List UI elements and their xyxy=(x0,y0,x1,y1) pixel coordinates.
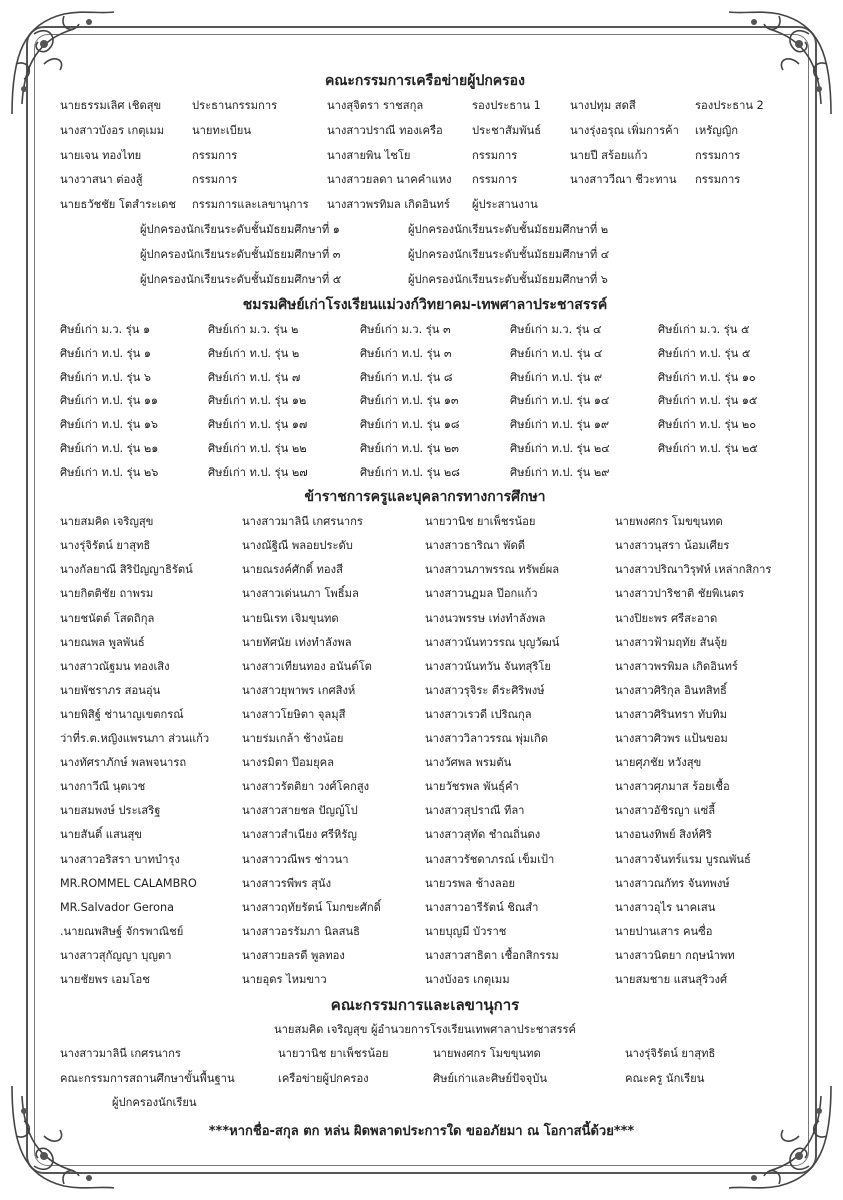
teacher-name: นายนิเรท เจิมขุนทด xyxy=(242,611,339,625)
teacher-name: นางสาววณีพร ช่าวนา xyxy=(242,852,349,866)
secretariat-entry: เครือข่ายผู้ปกครอง xyxy=(278,1071,369,1085)
member-name: นายธรรมเลิศ เชิดสุข xyxy=(60,99,162,112)
teacher-name: นางสาววิลาวรรณ พุ่มเกิด xyxy=(425,732,549,746)
teacher-name: MR.Salvador Gerona xyxy=(60,900,174,914)
teacher-name: นางสาวอัชิรญา แซ่ลี้ xyxy=(615,804,716,818)
parent-level-row xyxy=(60,218,790,243)
teacher-name: นางสาวรุจิระ ตีระศิริพงษ์ xyxy=(425,683,545,697)
teacher-name: นายสมคิด เจริญสุข xyxy=(60,515,154,529)
teacher-name: นายร่มเกล้า ช้างน้อย xyxy=(242,732,344,746)
secretariat-entry: นายวานิช ยาเพ็ชรน้อย xyxy=(278,1047,389,1061)
alumni-class: ศิษย์เก่า ม.ว. รุ่น ๓ xyxy=(360,323,451,337)
alumni-row xyxy=(60,461,790,485)
teacher-name: นายทัศนัย เท่งทำลังพล xyxy=(242,635,352,649)
secretariat-entry: คณะกรรมการสถานศึกษาขั้นพื้นฐาน xyxy=(60,1071,235,1085)
teacher-name: นายสมพงษ์ ประเสริฐ xyxy=(60,804,161,818)
alumni-row xyxy=(60,342,790,366)
alumni-row xyxy=(60,437,790,461)
spacer xyxy=(60,243,140,268)
teacher-row xyxy=(60,534,790,558)
member-name: นายปี สร้อยแก้ว xyxy=(570,148,648,162)
chair-line: นายสมคิด เจริญสุข ผู้อำนวยการโรงเรียนเทพศาลาประชาสรรค์ xyxy=(274,1023,576,1037)
teacher-name: นางสาวศิริกุล อินทสิทธิ์ xyxy=(615,683,727,697)
alumni-class: ศิษย์เก่า ท.ป. รุ่น ๑๖ xyxy=(60,418,159,432)
teacher-name: นางสาวอารีรัตน์ ชิณสำ xyxy=(425,900,539,914)
section-title-alumni: ชมรมศิษย์เก่าโรงเรียนแม่วงก์วิทยาคม-เทพศาลาประชาสรรค์ xyxy=(242,297,608,314)
member-name: นางสาววีณา ชีวะทาน xyxy=(570,173,677,187)
alumni-class: ศิษย์เก่า ท.ป. รุ่น ๙ xyxy=(510,370,603,384)
committee-row xyxy=(60,144,790,169)
teacher-name: นางณัฐิณี พลอยประดับ xyxy=(242,539,353,553)
spacer xyxy=(60,1091,112,1116)
member-role: กรรมการ xyxy=(472,148,518,162)
alumni-class: ศิษย์เก่า ท.ป. รุ่น ๑๔ xyxy=(510,394,610,408)
teacher-name: นางสาวรัชดาภรณ์ เข็มเป้า xyxy=(425,852,555,866)
member-role: กรรมการ xyxy=(192,173,238,187)
alumni-class: ศิษย์เก่า ท.ป. รุ่น ๑๕ xyxy=(658,394,758,408)
alumni-class: ศิษย์เก่า ท.ป. รุ่น ๘ xyxy=(360,370,453,384)
alumni-class: ศิษย์เก่า ท.ป. รุ่น ๕ xyxy=(658,347,751,361)
alumni-class: ศิษย์เก่า ท.ป. รุ่น ๒๓ xyxy=(360,441,459,455)
teacher-name: ว่าที่ร.ต.หญิงแพรนภา ส่วนแก้ว xyxy=(60,732,210,746)
teacher-name: นางบังอร เกตุเมม xyxy=(425,972,510,986)
alumni-class: ศิษย์เก่า ท.ป. รุ่น ๒๘ xyxy=(360,465,460,479)
teacher-name: นางสาวเรวดี เปริณกุล xyxy=(425,707,532,721)
alumni-class: ศิษย์เก่า ท.ป. รุ่น ๖ xyxy=(60,370,151,384)
teacher-name: นางทัศราภักษ์ พลพจนารถ xyxy=(60,756,187,770)
teacher-row xyxy=(60,775,790,799)
member-name: นางรุ่งอรุณ เพิ่มการค้า xyxy=(570,123,679,137)
parent-level: ผู้ปกครองนักเรียนระดับชั้นมัธยมศึกษาที่ ๖ xyxy=(408,272,608,286)
teacher-name: นางปิยะพร ศรีสะอาด xyxy=(615,611,718,625)
member-role: รองประธาน 1 xyxy=(472,99,541,112)
member-name: นางปทุม สดสี xyxy=(570,99,636,112)
member-name: นายธวัชชัย โตสำระเดช xyxy=(60,198,176,212)
alumni-class: ศิษย์เก่า ท.ป. รุ่น ๑๙ xyxy=(510,418,610,432)
spacer xyxy=(60,268,140,293)
alumni-class: ศิษย์เก่า ม.ว. รุ่น ๔ xyxy=(510,323,602,337)
teacher-row xyxy=(60,896,790,920)
apology-note: ***หากชื่อ-สกุล ตก หล่น ผิดพลาดประการใด ขออภัยมา ณ โอกาสนี้ด้วย*** xyxy=(208,1124,635,1139)
teacher-name: นางสาวนฏมล ป๊อกแก้ว xyxy=(425,587,538,601)
parent-level: ผู้ปกครองนักเรียนระดับชั้นมัธยมศึกษาที่ ๕ xyxy=(140,272,342,286)
alumni-class: ศิษย์เก่า ท.ป. รุ่น ๑๒ xyxy=(208,394,307,408)
teacher-name: นางสาวรัตติยา วงศ์โคกสูง xyxy=(242,780,370,794)
secretariat-entry: นางรุ่จิรัตน์ ยาสุทธิ xyxy=(625,1047,716,1061)
teacher-row xyxy=(60,582,790,606)
teacher-name: นายพิสิฐ์ ช่านาญเขตกรณ์ xyxy=(60,707,184,721)
member-role: กรรมการ xyxy=(695,173,741,187)
teacher-name: นางสาวยลรดี พูลทอง xyxy=(242,948,345,962)
teacher-name: นางสาวฟ้ามฤทัย สันจุ้ย xyxy=(615,635,728,649)
section-title-parent-network: คณะกรรมการเครือข่ายผู้ปกครอง xyxy=(325,73,525,89)
teacher-name: นางสาวสาธิตา เชื้อกสิกรรม xyxy=(425,948,559,962)
member-role: ประชาสัมพันธ์ xyxy=(472,123,542,137)
member-name: นางสาวพรทิมล เกิดอินทร์ xyxy=(327,198,450,212)
member-role: ประธานกรรมการ xyxy=(192,99,278,112)
teacher-name: นางสาวนิตยา กฤษนำพท xyxy=(615,948,735,962)
secretariat-entry: ผู้ปกครองนักเรียน xyxy=(112,1096,197,1110)
teacher-name: นางรมิตา ป๊อมยุคล xyxy=(242,756,334,770)
committee-row xyxy=(60,168,790,193)
teacher-name: นายปานเสาร คนซื่อ xyxy=(615,924,713,938)
teacher-name: นางสาวศิรินทรา ทับทิม xyxy=(615,707,727,721)
teacher-row xyxy=(60,799,790,823)
alumni-row xyxy=(60,413,790,437)
teacher-name: นางสาวฤทัยรัตน์ โมกขะศักดิ์ xyxy=(242,900,381,914)
teacher-name: นางสาวอรรัมภา นิลสนธิ xyxy=(242,924,360,938)
alumni-row xyxy=(60,318,790,342)
secretariat-row xyxy=(60,1091,790,1116)
alumni-class: ศิษย์เก่า ท.ป. รุ่น ๒๙ xyxy=(510,465,610,479)
teacher-name: นางสาวเด่นนภา โพธิ์มล xyxy=(242,587,359,601)
alumni-class: ศิษย์เก่า ท.ป. รุ่น ๒๗ xyxy=(208,465,308,479)
teacher-list xyxy=(60,510,790,992)
member-name: นางสาวปราณี ทองเครือ xyxy=(327,123,443,137)
teacher-name: นางนวพรรษ เท่งทำลังพล xyxy=(425,611,546,625)
teacher-row xyxy=(60,872,790,896)
alumni-class: ศิษย์เก่า ท.ป. รุ่น ๒๐ xyxy=(658,418,757,432)
member-role: รองประธาน 2 xyxy=(695,99,764,112)
alumni-class: ศิษย์เก่า ท.ป. รุ่น ๒๒ xyxy=(208,441,307,455)
spacer xyxy=(60,218,140,243)
teacher-name: นางสาวจันทร์แรม บูรณพันธ์ xyxy=(615,852,751,866)
teacher-name: นางสาวปริณาวิรุฬห์ เหล่ากสิการ xyxy=(615,563,772,577)
member-role: กรรมการ xyxy=(695,148,741,162)
alumni-class: ศิษย์เก่า ท.ป. รุ่น ๑๓ xyxy=(360,394,459,408)
parent-level: ผู้ปกครองนักเรียนระดับชั้นมัธยมศึกษาที่ ๔ xyxy=(408,247,610,261)
teacher-name: นางวัศพล พรมตัน xyxy=(425,756,512,770)
teacher-name: นายณพล พูลพันธ์ xyxy=(60,635,145,649)
member-name: นางสายพิน ไชโย xyxy=(327,148,411,162)
alumni-class: ศิษย์เก่า ท.ป. รุ่น ๒๔ xyxy=(510,441,610,455)
teacher-name: นางสาวนุสรา น้อมเศียร xyxy=(615,539,730,553)
secretariat-entry: นายพงศกร โมขขุนทด xyxy=(433,1047,541,1061)
teacher-name: นางสาวปาริชาติ ชัยพิเนตร xyxy=(615,587,745,601)
teacher-name: นางสาวโยษิตา จุลมุสี xyxy=(242,707,346,721)
teacher-name: นางอนงทิพย์ สิงห์ศิริ xyxy=(615,828,712,842)
teacher-name: นางกาวีณี นุตเวช xyxy=(60,780,146,794)
member-name: นายเจน ทองไทย xyxy=(60,148,142,162)
teacher-name: นางสาวนภาพรรณ ทรัพย์ผล xyxy=(425,563,560,577)
member-role: นายทะเบียน xyxy=(192,123,251,137)
alumni-class: ศิษย์เก่า ม.ว. รุ่น ๑ xyxy=(60,323,151,337)
document-body xyxy=(60,68,790,1116)
alumni-class: ศิษย์เก่า ท.ป. รุ่น ๗ xyxy=(208,370,301,384)
alumni-class: ศิษย์เก่า ท.ป. รุ่น ๒๑ xyxy=(60,441,159,455)
alumni-row xyxy=(60,389,790,413)
teacher-name: นางสาวสายชล ปัญญ์โป xyxy=(242,804,358,818)
teacher-name: นางสาวพรพิมล เกิดอินทร์ xyxy=(615,659,738,673)
teacher-name: นายบุญมี บัวราช xyxy=(425,924,507,938)
member-role: กรรมการ xyxy=(192,148,238,162)
section-title-teachers: ข้าราชการครูและบุคลากรทางการศึกษา xyxy=(304,489,546,506)
teacher-name: นางสาวนันทวรรณ บุญวัฒน์ xyxy=(425,635,560,649)
teacher-name: นางสาวนันทวัน จันทสุริโย xyxy=(425,659,551,673)
teacher-name: นางสาวอุไร นาคเสน xyxy=(615,900,716,914)
teacher-name: นางรุ่จิรัตน์ ยาสุทธิ xyxy=(60,539,151,553)
teacher-name: นายชนัตต์ โสดถิกุล xyxy=(60,611,155,625)
teacher-row xyxy=(60,751,790,775)
teacher-row xyxy=(60,558,790,582)
member-name: นางสาวบังอร เกตุเมม xyxy=(60,123,165,137)
member-name: นางสาวยลดา นาคคำแหง xyxy=(327,173,452,187)
member-name: นางสุจิตรา ราชสกุล xyxy=(327,99,424,112)
secretariat-row xyxy=(60,1067,790,1092)
alumni-class: ศิษย์เก่า ท.ป. รุ่น ๑๗ xyxy=(208,418,308,432)
committee-row xyxy=(60,119,790,144)
teacher-name: นายสันติ์ แสนสุข xyxy=(60,828,142,842)
alumni-class: ศิษย์เก่า ท.ป. รุ่น ๑ xyxy=(60,347,151,361)
teacher-name: นายวรพล ช้างลอย xyxy=(425,876,516,890)
alumni-class: ศิษย์เก่า ท.ป. รุ่น ๑๘ xyxy=(360,418,460,432)
committee-row xyxy=(60,94,790,119)
teacher-name: นางสาวณกัทร จันทพงษ์ xyxy=(615,876,730,890)
teacher-name: MR.ROMMEL CALAMBRO xyxy=(60,876,197,890)
teacher-name: นายพัชราภร สอนอุ่น xyxy=(60,683,161,697)
teacher-name: นางสาวธาริณา พัดดี xyxy=(425,539,526,553)
member-role: กรรมการและเลขานุการ xyxy=(192,198,309,212)
teacher-row xyxy=(60,968,790,992)
member-name: นางวาสนา ต่องสู้ xyxy=(60,173,143,187)
teacher-name: นางสาวมาลินี เกศรนากร xyxy=(242,515,363,529)
teacher-name: นายกิตติชัย ถาพรม xyxy=(60,587,154,601)
parent-level: ผู้ปกครองนักเรียนระดับชั้นมัธยมศึกษาที่ ๑ xyxy=(140,222,340,236)
secretariat-row xyxy=(60,1042,790,1067)
member-role: กรรมการ xyxy=(472,173,518,187)
teacher-row xyxy=(60,510,790,534)
alumni-class: ศิษย์เก่า ท.ป. รุ่น ๒ xyxy=(208,347,300,361)
member-role: ผู้ประสานงาน xyxy=(472,198,538,212)
parent-committee-list xyxy=(60,94,790,292)
teacher-name: นางสาวรพีพร สุนัง xyxy=(242,876,332,890)
section-title-secretariat: คณะกรรมการและเลขานุการ xyxy=(330,996,520,1015)
alumni-class: ศิษย์เก่า ท.ป. รุ่น ๓ xyxy=(360,347,452,361)
teacher-name: นางสาวสุปราณี ทีลา xyxy=(425,804,525,818)
alumni-row xyxy=(60,366,790,390)
teacher-name: นายพงศกร โมขขุนทด xyxy=(615,515,723,529)
alumni-class: ศิษย์เก่า ท.ป. รุ่น ๒๖ xyxy=(60,465,159,479)
teacher-name: นายณรงค์ศักดิ์ ทองสี xyxy=(242,563,343,577)
teacher-name: นางสาวศิวพร แป้นขอม xyxy=(615,732,728,746)
teacher-row xyxy=(60,727,790,751)
teacher-row xyxy=(60,703,790,727)
alumni-class: ศิษย์เก่า ท.ป. รุ่น ๑๑ xyxy=(60,394,159,408)
teacher-row xyxy=(60,920,790,944)
teacher-row xyxy=(60,823,790,847)
alumni-list xyxy=(60,318,790,484)
alumni-class: ศิษย์เก่า ม.ว. รุ่น ๕ xyxy=(658,323,750,337)
alumni-class: ศิษย์เก่า ม.ว. รุ่น ๒ xyxy=(208,323,299,337)
teacher-name: นายชัยพร เอมโอช xyxy=(60,972,150,986)
teacher-name: นายศุภชัย หวังสุข xyxy=(615,756,702,770)
teacher-name: นางสาวสุทัด ชำณถิ่นดง xyxy=(425,828,541,842)
teacher-name: นายวัชรพล พันธุ์คำ xyxy=(425,780,519,794)
teacher-name: นางสาวศุภมาส ร้อยเชื้อ xyxy=(615,780,730,794)
parent-level-row xyxy=(60,268,790,293)
committee-row xyxy=(60,193,790,218)
teacher-row xyxy=(60,944,790,968)
teacher-name: นางสาวเทียนทอง อนันต์โต xyxy=(242,659,372,673)
teacher-name: นางสาวณัฐมน ทองเสิง xyxy=(60,659,170,673)
teacher-row xyxy=(60,848,790,872)
teacher-row xyxy=(60,679,790,703)
teacher-name: นายวานิช ยาเพ็ชรน้อย xyxy=(425,515,536,529)
secretariat-entry: นางสาวมาลินี เกศรนากร xyxy=(60,1047,181,1061)
teacher-row xyxy=(60,655,790,679)
member-role: เหรัญญิก xyxy=(695,123,739,137)
teacher-row xyxy=(60,631,790,655)
secretariat-entry: ศิษย์เก่าและศิษย์ปัจจุบัน xyxy=(433,1071,547,1085)
teacher-name: นางสาวสุกัญญา บุญตา xyxy=(60,948,172,962)
teacher-name: นางสาวยุพาพร เกศสิงห์ xyxy=(242,683,356,697)
teacher-name: นางสาวอริสรา บาทบำรุง xyxy=(60,852,180,866)
alumni-class: ศิษย์เก่า ท.ป. รุ่น ๔ xyxy=(510,347,603,361)
alumni-class: ศิษย์เก่า ท.ป. รุ่น ๒๕ xyxy=(658,441,758,455)
teacher-name: นายอุดร ไหมขาว xyxy=(242,972,327,986)
alumni-class: ศิษย์เก่า ท.ป. รุ่น ๑๐ xyxy=(658,370,756,384)
secretariat-entry: คณะครู นักเรียน xyxy=(625,1071,705,1085)
parent-level: ผู้ปกครองนักเรียนระดับชั้นมัธยมศึกษาที่ ๓ xyxy=(140,247,341,261)
teacher-name: นางสาวสำเนียง ศรีหิรัญ xyxy=(242,828,357,842)
teacher-row xyxy=(60,607,790,631)
teacher-name: นายสมชาย แสนสุริวงศ์ xyxy=(615,972,728,986)
parent-level: ผู้ปกครองนักเรียนระดับชั้นมัธยมศึกษาที่ ๒ xyxy=(408,222,609,236)
teacher-name: นางกัลยาณี สิริปัญญาธิรัตน์ xyxy=(60,563,193,577)
teacher-name: .นายณพสิษฐ์ จักรพาณิชย์ xyxy=(60,924,184,938)
parent-level-row xyxy=(60,243,790,268)
